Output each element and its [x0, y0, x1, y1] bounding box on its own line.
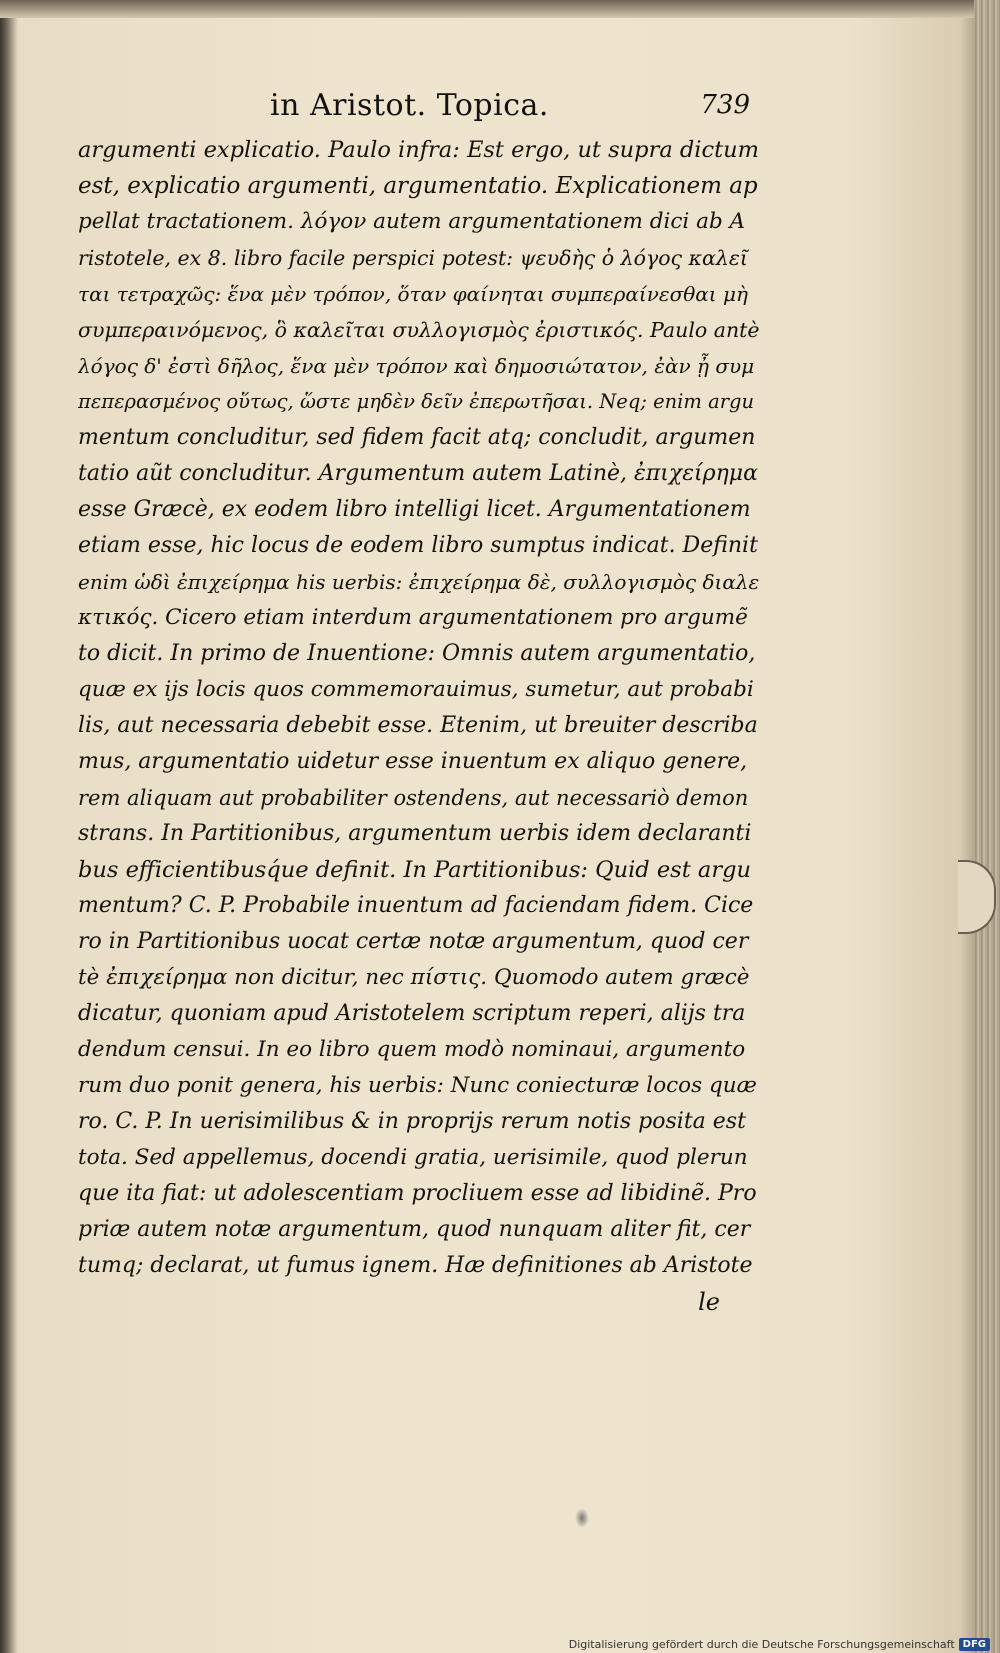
text-line: quæ ex ijs locis quos commemorauimus, sumetur, aut probabi [78, 677, 754, 702]
text-line: dendum censui. In eo libro quem modò nominaui, argumento [78, 1037, 746, 1062]
text-line: πεπερασμένος οὕτως, ὥστε μηδὲν δεῖν ἐπερωτῆσαι. Neq; enim argu [78, 390, 755, 413]
folio-number: 739 [700, 90, 750, 120]
text-line: pellat tractationem. λόγον autem argumentationem dici ab A [78, 209, 746, 234]
text-line: rem aliquam aut probabiliter ostendens, aut necessariò demon [78, 786, 749, 810]
page-header [270, 88, 750, 128]
text-line: ται τετραχῶς: ἕνα μὲν τρόπον, ὅταν φαίνηται συμπεραίνεσθαι μὴ [78, 282, 748, 306]
running-head: in Aristot. Topica. [270, 88, 549, 123]
dfg-logo: DFG [959, 1638, 990, 1651]
right-page-edge [974, 0, 1000, 1653]
text-line: συμπεραινόμενος, ὃ καλεῖται συλλογισμὸς ἐριστικός. Paulo antè [78, 318, 760, 342]
text-line: tota. Sed appellemus, docendi gratia, uerisimile, quod plerun [78, 1145, 748, 1170]
text-line: ro. C. P. In uerisimilibus & in proprijs rerum notis posita est [78, 1109, 746, 1134]
text-line: to dicit. In primo de Inuentione: Omnis autem argumentatio, [78, 641, 756, 666]
text-line: ristotele, ex 8. libro facile perspici potest: ψευδὴς ὁ λόγος καλεῖ [78, 246, 748, 270]
text-line: dicatur, quoniam apud Aristotelem scriptum reperi, alijs tra [78, 1001, 746, 1026]
text-line: mentum? C. P. Probabile inuentum ad faciendam fidem. Cice [78, 893, 754, 918]
text-line: esse Græcè, ex eodem libro intelligi licet. Argumentationem [78, 497, 751, 522]
text-line: strans. In Partitionibus, argumentum uerbis idem declaranti [78, 821, 752, 846]
digitization-footer [569, 1638, 990, 1651]
funding-credit: Digitalisierung gefördert durch die Deutsche Forschungsgemeinschaft [568, 1638, 955, 1651]
text-line: tè ἐπιχείρημα non dicitur, nec πίστις. Quomodo autem græcè [78, 965, 750, 990]
text-line: λόγος δ' ἐστὶ δῆλος, ἕνα μὲν τρόπον καὶ δημοσιώτατον, ἐὰν ᾖ συμ [78, 354, 755, 378]
text-line: priæ autem notæ argumentum, quod nunquam aliter fit, cer [78, 1217, 751, 1242]
text-line: argumenti explicatio. Paulo infra: Est ergo, ut supra dictum [78, 137, 759, 163]
text-line: bus efficientibusq́ue definit. In Partitionibus: Quid est argu [78, 857, 751, 883]
catchword: le [698, 1288, 720, 1316]
text-line: ro in Partitionibus uocat certæ notæ argumentum, quod cer [78, 929, 749, 954]
body-text [78, 132, 760, 1320]
text-line: mus, argumentatio uidetur esse inuentum ex aliquo genere, [78, 749, 748, 774]
ink-smudge [575, 1508, 589, 1528]
text-line: est, explicatio argumenti, argumentatio. Explicationem ap [78, 173, 758, 199]
top-page-edge [0, 0, 1000, 18]
text-line: κτικός. Cicero etiam interdum argumentationem pro argumẽ [78, 605, 748, 630]
text-line: mentum concluditur, sed fidem facit atq; concludit, argumen [78, 425, 756, 450]
text-line: que ita fiat: ut adolescentiam procliuem esse ad libidinẽ. Pro [78, 1181, 757, 1206]
text-line: tatio aũt concluditur. Argumentum autem Latinè, ἐπιχείρημα [78, 461, 758, 486]
text-line: etiam esse, hic locus de eodem libro sumptus indicat. Definit [78, 533, 758, 558]
text-line: tumq; declarat, ut fumus ignem. Hæ definitiones ab Aristote [78, 1253, 753, 1278]
text-line: lis, aut necessaria debebit esse. Etenim, ut breuiter describa [78, 713, 758, 738]
text-line: enim ὡδὶ ἐπιχείρημα his uerbis: ἐπιχείρημα δὲ, συλλογισμὸς διαλε [78, 570, 760, 594]
text-line: rum duo ponit genera, his uerbis: Nunc coniecturæ locos quæ [78, 1073, 757, 1098]
